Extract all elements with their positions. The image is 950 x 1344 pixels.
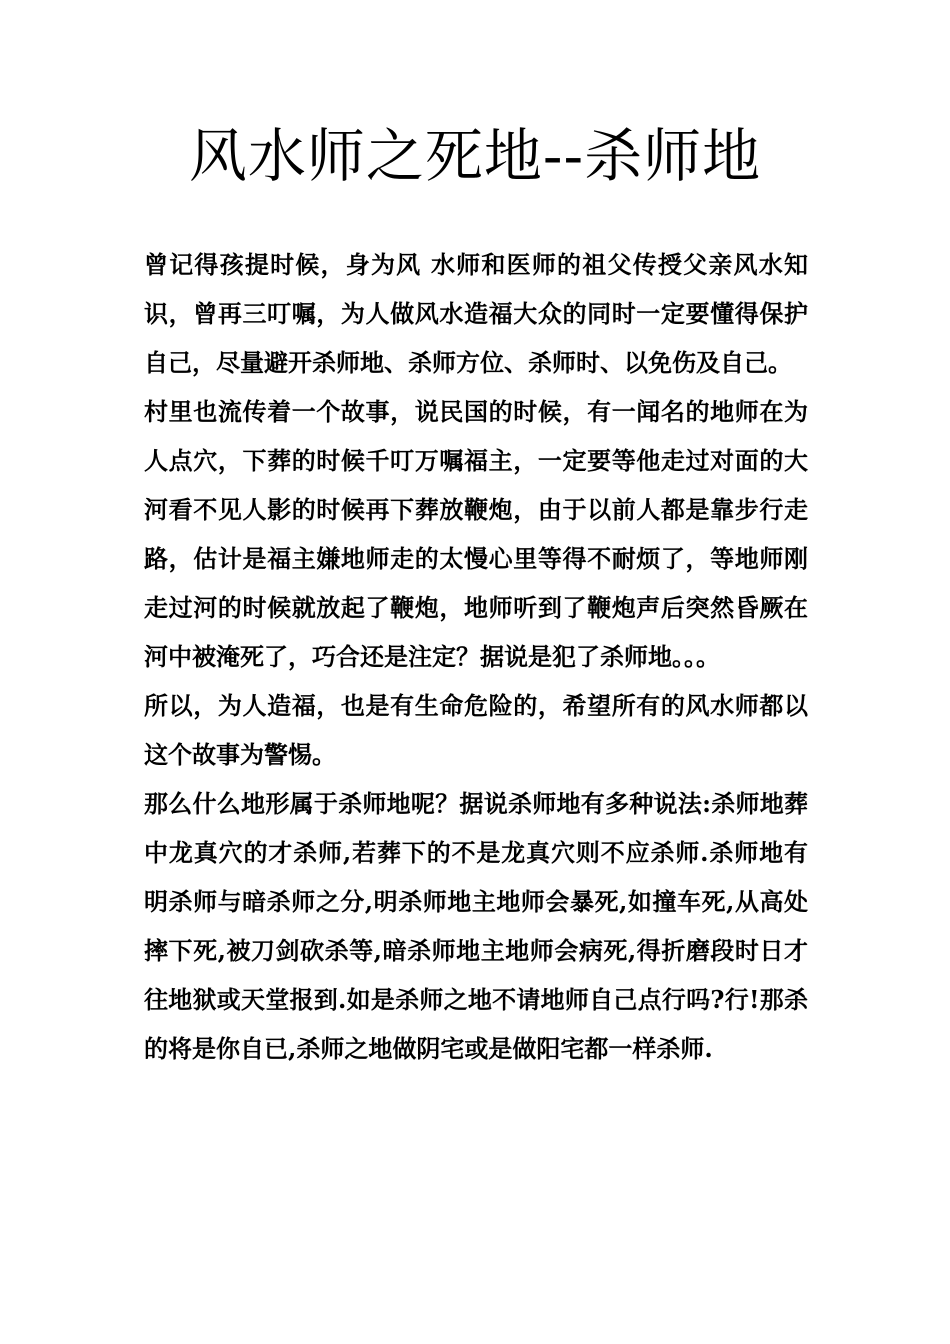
document-title: 风水师之死地--杀师地 [188, 122, 762, 190]
document-body [144, 240, 808, 1073]
paragraph-4: 那么什么地形属于杀师地呢？据说杀师地有多种说法:杀师地葬中龙真穴的才杀师,若葬下的不是龙真穴则不应杀师.杀师地有明杀师与暗杀师之分,明杀师地主地师会暴死,如撞车死,从高处摔下死,被刀剑砍杀等,暗杀师地主地师会病死,得折磨段时日才往地狱或天堂报到.如是杀师之地不请地师自己点行吗?行!那杀的将是你自已,杀师之地做阴宅或是做阳宅都一样杀师. [144, 789, 808, 1063]
paragraph-1: 曾记得孩提时候，身为风 水师和医师的祖父传授父亲风水知识，曾再三叮嘱，为人做风水造福大众的同时一定要懂得保护自己，尽量避开杀师地、杀师方位、杀师时、以免伤及自己。 [144, 250, 808, 377]
paragraph-2: 村里也流传着一个故事，说民国的时候，有一闻名的地师在为人点穴，下葬的时候千叮万嘱福主，一定要等他走过对面的大河看不见人影的时候再下葬放鞭炮，由于以前人都是靠步行走路，估计是福主嫌地师走的太慢心里等得不耐烦了，等地师刚走过河的时候就放起了鞭炮，地师听到了鞭炮声后突然昏厥在河中被淹死了，巧合还是注定？据说是犯了杀师地。。。 [144, 397, 808, 671]
paragraph-3: 所以，为人造福，也是有生命危险的，希望所有的风水师都以这个故事为警惕。 [144, 691, 808, 769]
